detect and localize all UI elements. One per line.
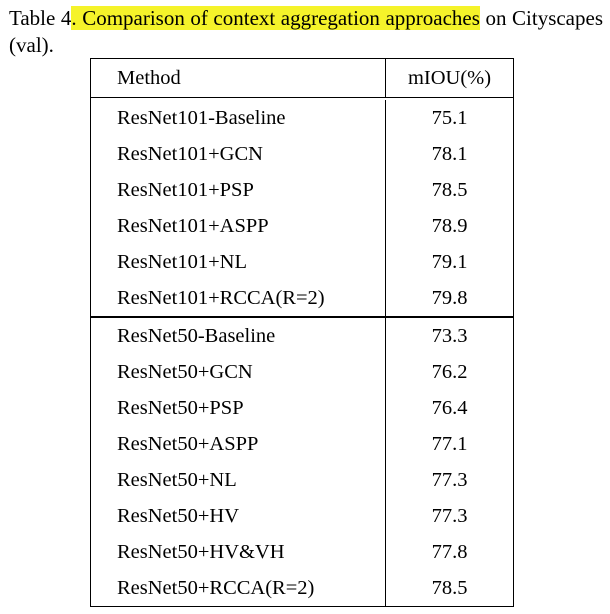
table-row [91,244,513,280]
miou-cell: 77.3 [431,504,468,527]
table-row [91,426,513,462]
table-header-row [91,59,513,98]
miou-cell: 78.5 [431,576,468,599]
miou-cell: 76.4 [431,396,468,419]
table-row [91,208,513,244]
table-row [91,498,513,534]
method-cell: ResNet50+GCN [91,354,386,390]
table-row [91,390,513,426]
method-cell: ResNet50+RCCA(R=2) [91,570,386,606]
method-cell: ResNet101+GCN [91,136,386,172]
method-cell: ResNet50+PSP [91,390,386,426]
caption-highlight: . Comparison of context aggregation approaches [71,6,480,30]
table-row [91,172,513,208]
method-cell: ResNet50+NL [91,462,386,498]
table-row [91,100,513,136]
method-cell: ResNet101+ASPP [91,208,386,244]
miou-cell: 78.1 [431,142,468,165]
table-row [91,570,513,606]
miou-cell: 78.9 [431,214,468,237]
method-cell: ResNet50-Baseline [91,318,386,354]
method-cell: ResNet101-Baseline [91,100,386,136]
table-row [91,280,513,316]
table-row [91,318,513,354]
method-cell: ResNet101+PSP [91,172,386,208]
header-method: Method [91,59,386,97]
table-row [91,462,513,498]
table-body [91,318,513,606]
miou-cell: 79.8 [431,286,468,309]
method-cell: ResNet50+HV [91,498,386,534]
miou-cell: 76.2 [431,360,468,383]
caption-tail: on Cityscapes (val). [9,6,603,57]
results-table-resnet50 [90,317,514,607]
table-body [91,98,513,316]
method-cell: ResNet50+ASPP [91,426,386,462]
header-miou: mIOU(%) [407,66,492,89]
miou-cell: 77.8 [431,540,468,563]
table-row [91,136,513,172]
method-cell: ResNet101+NL [91,244,386,280]
method-cell: ResNet50+HV&VH [91,534,386,570]
miou-cell: 75.1 [431,106,468,129]
miou-cell: 77.1 [431,432,468,455]
miou-cell: 78.5 [431,178,468,201]
table-caption [9,5,603,59]
results-table-resnet101 [90,58,514,317]
caption-label: Table 4 [9,6,72,30]
miou-cell: 77.3 [431,468,468,491]
table-row [91,534,513,570]
miou-cell: 73.3 [431,324,468,347]
method-cell: ResNet101+RCCA(R=2) [91,280,386,316]
miou-cell: 79.1 [431,250,468,273]
table-row [91,354,513,390]
